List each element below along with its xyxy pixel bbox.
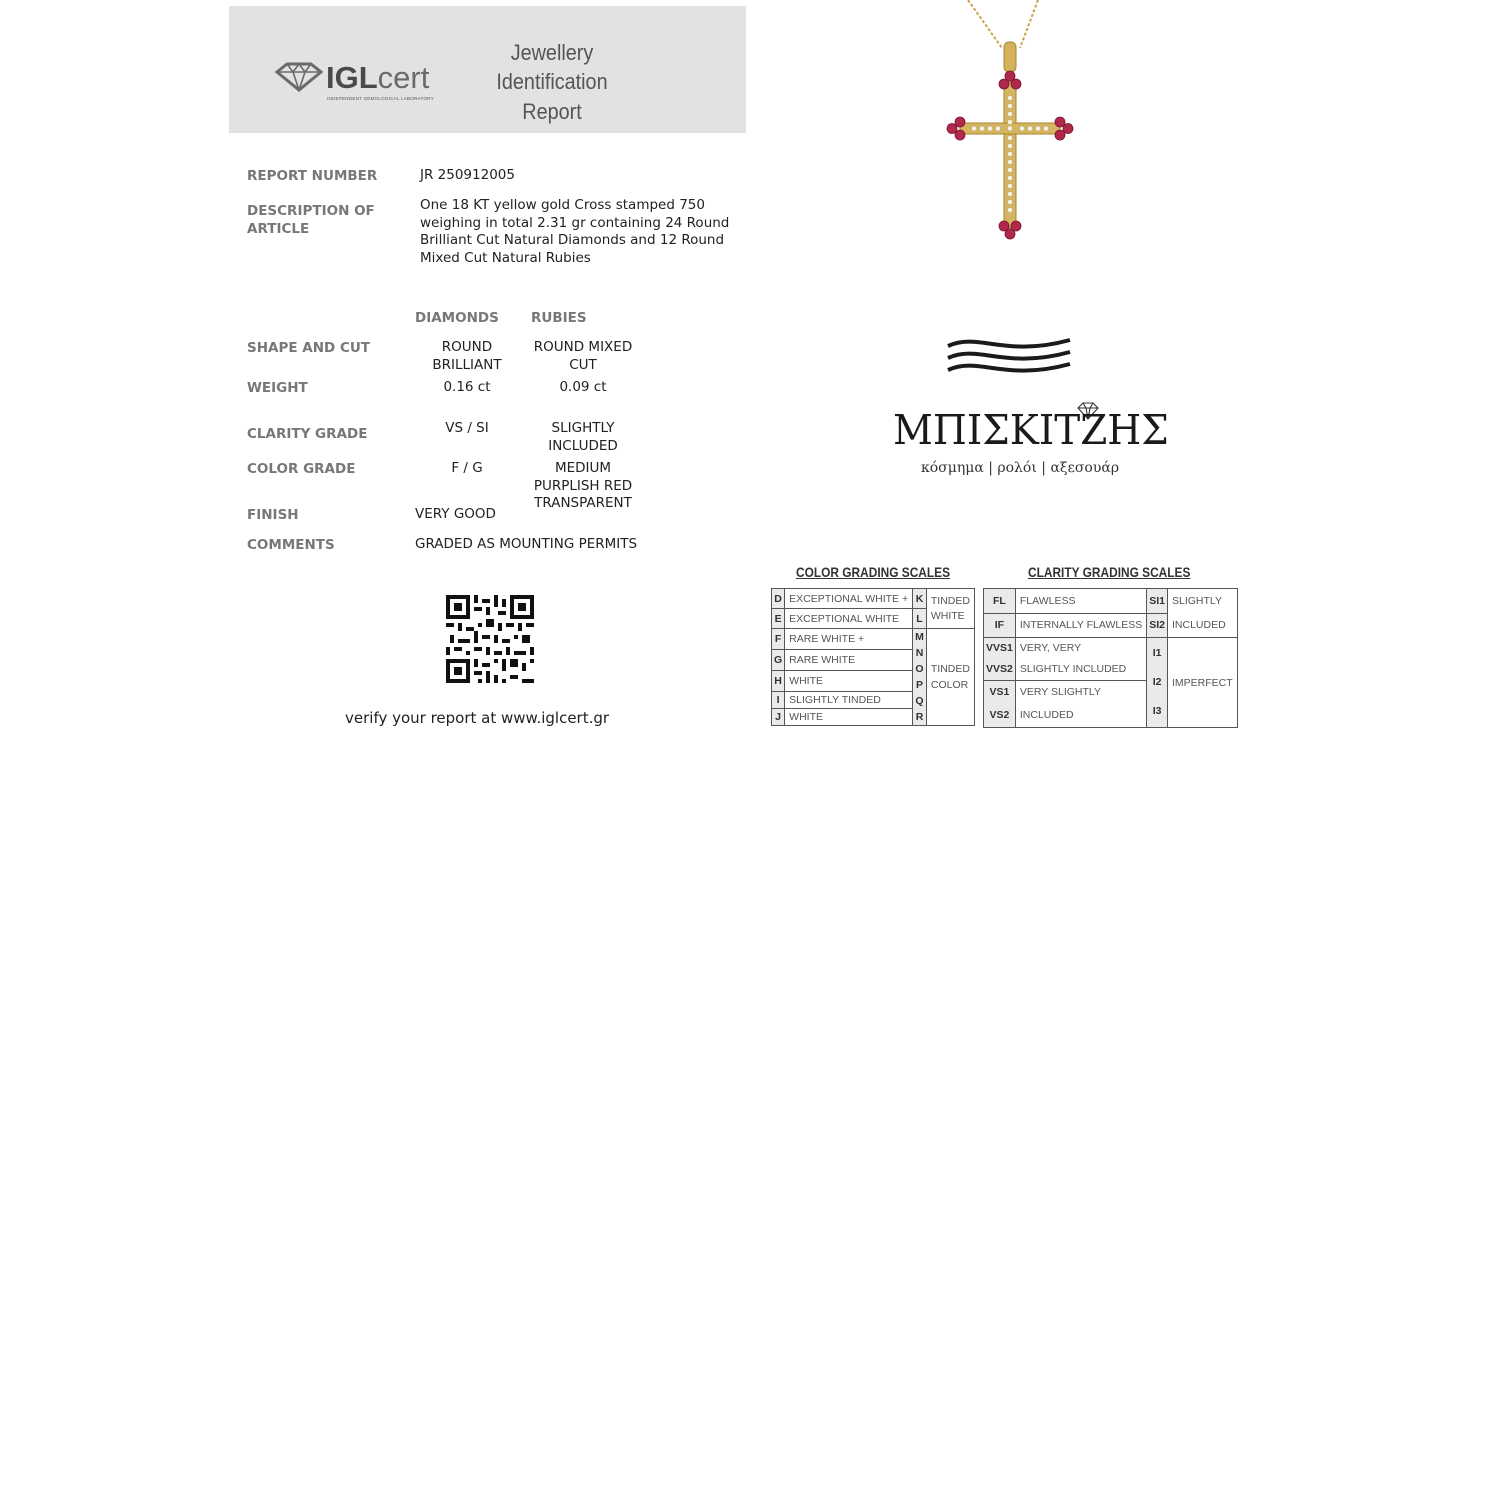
cross-pendant-image	[940, 0, 1085, 250]
report-title-line-2: Identification	[496, 69, 608, 94]
color-diamonds-value: F / G	[451, 460, 483, 476]
clarity-group-imperfect: IMPERFECT	[1167, 638, 1237, 728]
shape-label: SHAPE AND CUT	[247, 340, 371, 356]
color-code: I	[772, 692, 785, 709]
clarity-grading-title: CLARITY GRADING SCALES	[1028, 564, 1191, 580]
report-number-value: JR 250912005	[420, 167, 515, 183]
report-number-label: REPORT NUMBER	[247, 168, 378, 184]
color-name: WHITE	[785, 709, 913, 726]
color-code: G	[772, 650, 785, 671]
weight-rubies-value: 0.09 ct	[559, 379, 607, 395]
clarity-code-vvs: VVS1 VVS2	[984, 638, 1016, 681]
color-label: COLOR GRADE	[247, 461, 356, 477]
diamonds-column-header: DIAMONDS	[415, 310, 499, 326]
color-grading-table	[771, 588, 975, 726]
color-name: RARE WHITE +	[785, 629, 913, 650]
color-name: SLIGHTLY TINDED	[785, 692, 913, 709]
color-code: D	[772, 589, 785, 609]
comments-value: GRADED AS MOUNTING PERMITS	[415, 536, 638, 552]
iglcert-logo: IGLcert	[326, 60, 430, 95]
clarity-codes-i: I1 I2 I3	[1147, 638, 1168, 728]
clarity-code: SI2	[1147, 613, 1168, 638]
clarity-name-vvs: VERY, VERY SLIGHTLY INCLUDED	[1015, 638, 1146, 681]
color-name: WHITE	[785, 671, 913, 692]
finish-label: FINISH	[247, 507, 299, 523]
color-name: EXCEPTIONAL WHITE	[785, 609, 913, 629]
weight-label: WEIGHT	[247, 380, 308, 396]
shape-diamonds-value: ROUND BRILLIANT	[432, 339, 502, 373]
description-value: One 18 KT yellow gold Cross stamped 750 weighing in total 2.31 gr containing 24 Round Brilliant Cut Natural Diamonds and 12 Round Mixed Cut Natural Rubies	[420, 197, 730, 266]
color-group-tinded-white: TINDED WHITE	[926, 589, 974, 629]
qr-code-icon[interactable]	[446, 595, 534, 683]
clarity-code: SI1	[1147, 589, 1168, 614]
weight-diamonds-value: 0.16 ct	[443, 379, 491, 395]
shape-rubies-value: ROUND MIXED CUT	[533, 339, 633, 373]
brand-name: ΜΠΙΣΚΙΤΖΗΣ	[893, 406, 1169, 454]
report-title-line-3: Report	[522, 99, 582, 124]
color-code: F	[772, 629, 785, 650]
color-rubies-value: MEDIUM PURPLISH RED TRANSPARENT	[533, 460, 633, 511]
color-code: L	[913, 609, 927, 629]
clarity-name-vs: VERY SLIGHTLY INCLUDED	[1015, 681, 1146, 728]
report-title-line-1: Jewellery	[510, 40, 594, 65]
clarity-code-vs: VS1 VS2	[984, 681, 1016, 728]
diamond-logo-icon	[275, 62, 323, 92]
clarity-code: FL	[984, 589, 1016, 614]
verify-link[interactable]: verify your report at www.iglcert.gr	[345, 709, 610, 727]
color-code: E	[772, 609, 785, 629]
color-code: J	[772, 709, 785, 726]
color-code: H	[772, 671, 785, 692]
clarity-grading-table	[983, 588, 1238, 728]
comments-label: COMMENTS	[247, 537, 335, 553]
color-group-tinded-color: TINDED COLOR	[926, 629, 974, 726]
clarity-name: INTERNALLY FLAWLESS	[1015, 613, 1146, 638]
clarity-group-slightly-included: SLIGHTLY INCLUDED	[1167, 589, 1237, 638]
color-codes-m-r: M N O P Q R	[913, 629, 927, 726]
color-code: K	[913, 589, 927, 609]
color-name: RARE WHITE	[785, 650, 913, 671]
clarity-diamonds-value: VS / SI	[445, 420, 489, 436]
color-grading-title: COLOR GRADING SCALES	[796, 564, 951, 580]
clarity-rubies-value: SLIGHTLY INCLUDED	[548, 420, 618, 454]
description-label: DESCRIPTION OF ARTICLE	[247, 203, 375, 237]
brand-waves-icon	[944, 334, 1074, 386]
clarity-name: FLAWLESS	[1015, 589, 1146, 614]
color-name: EXCEPTIONAL WHITE +	[785, 589, 913, 609]
clarity-code: IF	[984, 613, 1016, 638]
rubies-column-header: RUBIES	[531, 310, 587, 326]
finish-value: VERY GOOD	[415, 506, 496, 522]
clarity-label: CLARITY GRADE	[247, 426, 368, 442]
report-header	[229, 6, 746, 133]
logo-subtitle: INDEPENDENT GEMOLOGICAL LABORATORY	[327, 96, 434, 101]
brand-tagline: κόσμημα | ρολόι | αξεσουάρ	[921, 460, 1120, 476]
